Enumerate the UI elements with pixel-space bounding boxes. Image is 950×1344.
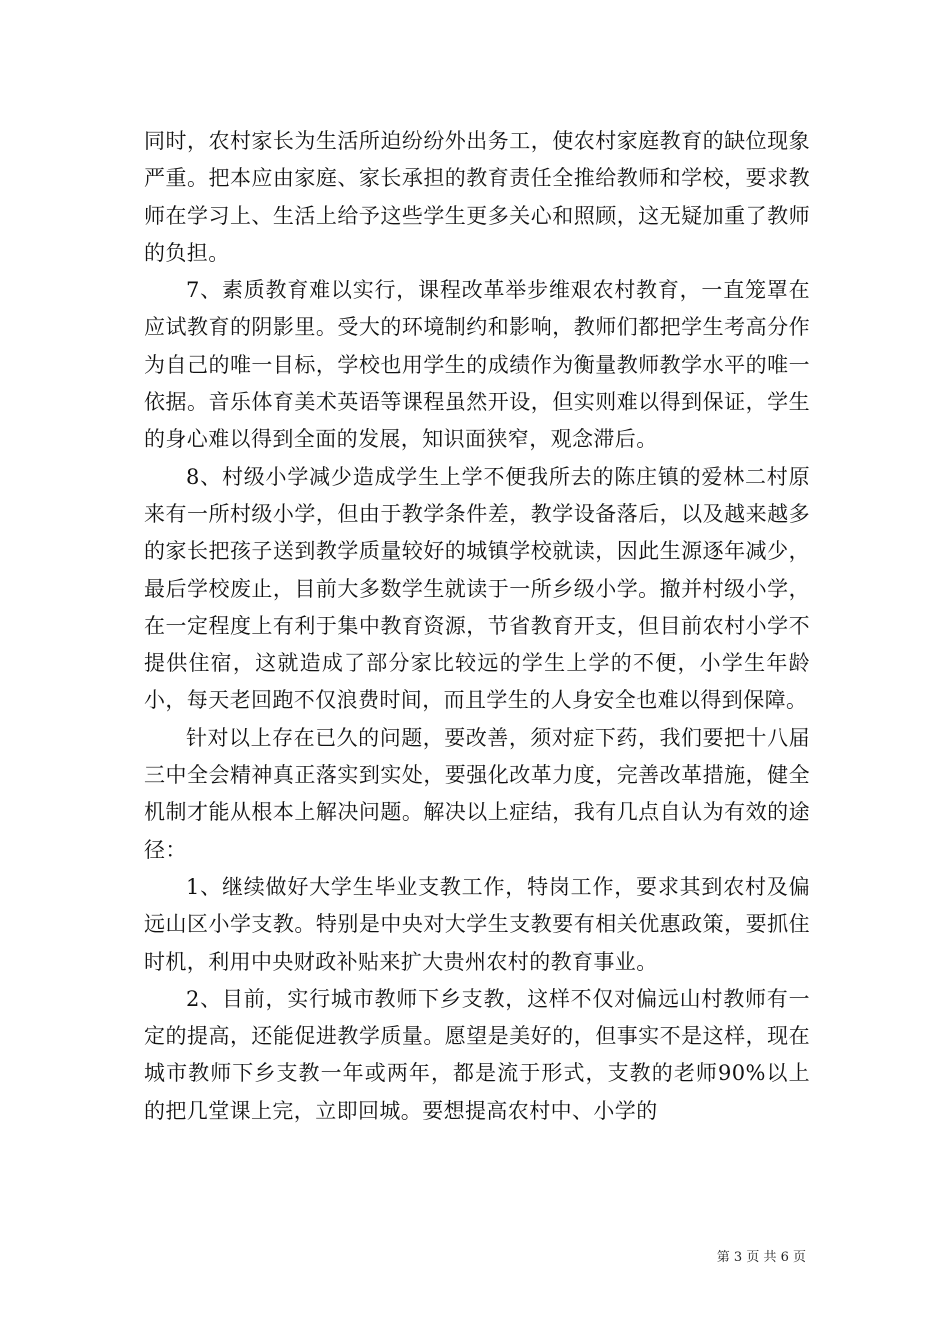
- document-body: [144, 123, 810, 1130]
- paragraph-item-7: 7、素质教育难以实行，课程改革举步维艰农村教育，一直笼罩在应试教育的阴影里。受大的环境制约和影响，教师们都把学生考高分作为自己的唯一目标，学校也用学生的成绩作为衡量教师教学水平的唯一依据。音乐体育美术英语等课程虽然开设，但实则难以得到保证，学生的身心难以得到全面的发展，知识面狭窄，观念滞后。: [144, 278, 810, 452]
- paragraph-item-8: 8、村级小学减少造成学生上学不便我所去的陈庄镇的爱林二村原来有一所村级小学，但由于教学条件差，教学设备落后，以及越来越多的家长把孩子送到教学质量较好的城镇学校就读，因此生源逐年减少，最后学校废止，目前大多数学生就读于一所乡级小学。撤并村级小学，在一定程度上有利于集中教育资源，节省教育开支，但目前农村小学不提供住宿，这就造成了部分家比较远的学生上学的不便，小学生年龄小，每天老回跑不仅浪费时间，而且学生的人身安全也难以得到保障。: [144, 464, 810, 713]
- paragraph-solutions-intro: 针对以上存在已久的问题，要改善，须对症下药，我们要把十八届三中全会精神真正落实到实处，要强化改革力度，完善改革措施，健全机制才能从根本上解决问题。解决以上症结，我有几点自认为有效的途径：: [144, 725, 810, 862]
- paragraph-solution-1: 1、继续做好大学生毕业支教工作，特岗工作，要求其到农村及偏远山区小学支教。特别是中央对大学生支教要有相关优惠政策，要抓住时机，利用中央财政补贴来扩大贵州农村的教育事业。: [144, 874, 810, 974]
- paragraph-solution-2: 2、目前，实行城市教师下乡支教，这样不仅对偏远山村教师有一定的提高，还能促进教学质量。愿望是美好的，但事实不是这样，现在城市教师下乡支教一年或两年，都是流于形式，支教的老师90%以上的把几堂课上完，立即回城。要想提高农村中、小学的: [144, 986, 810, 1123]
- page-number-footer: 第 3 页 共 6 页: [716, 1250, 806, 1265]
- paragraph-continuation: 同时，农村家长为生活所迫纷纷外出务工，使农村家庭教育的缺位现象严重。把本应由家庭、家长承担的教育责任全推给教师和学校，要求教师在学习上、生活上给予这些学生更多关心和照顾，这无疑加重了教师的负担。: [144, 129, 810, 265]
